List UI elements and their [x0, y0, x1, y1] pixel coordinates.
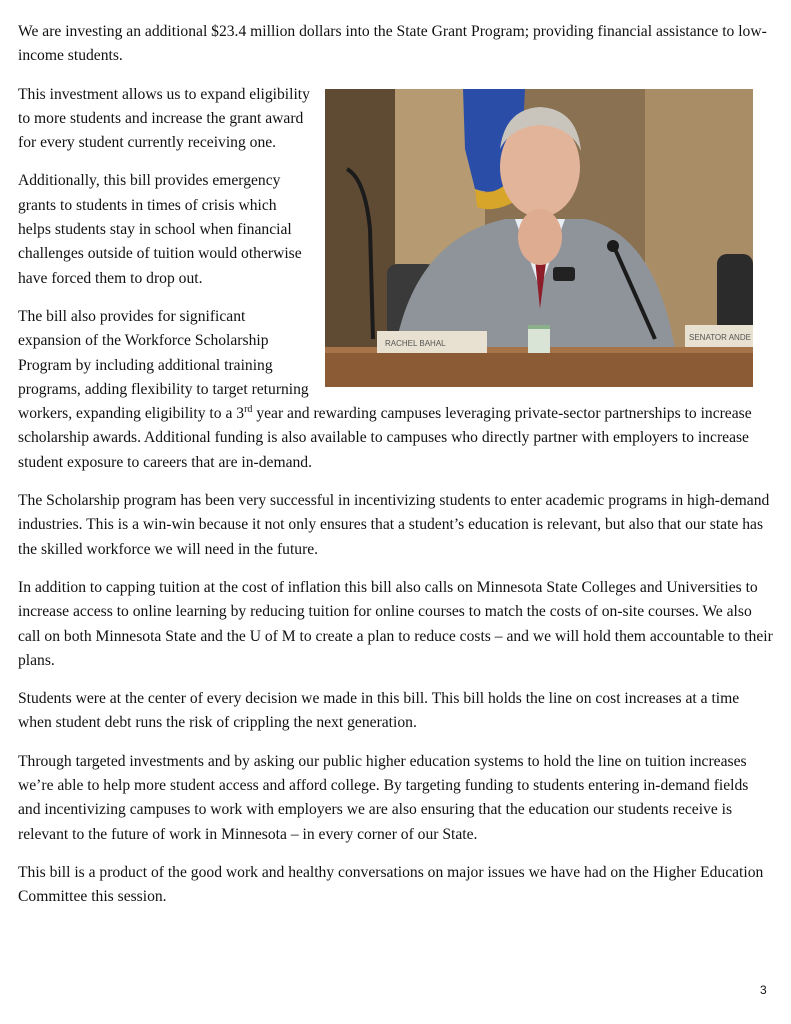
- nameplate-left: RACHEL BAHAL: [385, 338, 446, 348]
- paragraph-targeted-investments: Through targeted investments and by asking our public higher education systems to hold the line on tuition increases we’re able to help more student access and afford college. By targeting funding to students entering in-demand fields and incentivizing campuses to work with employers we are also ensuring that the education our students receive is relevant to the future of work in Minnesota – in every corner of our State.: [18, 752, 749, 843]
- paragraph-committee: This bill is a product of the good work and healthy conversations on major issues we have had on the Higher Education Committee this session.: [18, 863, 764, 906]
- paragraph-investment: This investment allows us to expand eligibility to more students and increase the grant award for every student currently receiving one.: [18, 85, 310, 152]
- workforce-text-a: The bill also provides for significant expansion of the Workforce Scholarship Program by including additional training programs, adding flexibility to target returning workers, expanding eligibility to a 3: [18, 307, 309, 423]
- nameplate-right: SENATOR ANDE: [689, 332, 751, 342]
- ordinal-suffix: rd: [244, 404, 253, 416]
- paragraph-scholarship-success: The Scholarship program has been very successful in incentivizing students to enter academic programs in high-demand industries. This is a win-win because it not only ensures that a student’s education is relevant, but also that our state has the skilled workforce we will need in the future.: [18, 492, 770, 558]
- paragraph-state-grant: We are investing an additional $23.4 million dollars into the State Grant Program; providing financial assistance to low-income students.: [18, 23, 767, 65]
- senator-photo: [325, 89, 753, 387]
- page-number: 3: [760, 983, 767, 997]
- workforce-text-b: year and rewarding campuses leveraging private-sector partnerships to increase scholarship awards. Additional funding is also available to campuses who directly partner with employers to increase student exposure to careers that are in-demand.: [18, 405, 752, 471]
- paragraph-students-center: Students were at the center of every decision we made in this bill. This bill holds the line on cost increases at a time when student debt runs the risk of crippling the next generation.: [18, 690, 740, 732]
- paragraph-tuition-cap: In addition to capping tuition at the cost of inflation this bill also calls on Minnesota State Colleges and Universities to increase access to online learning by reducing tuition for online courses to match the costs of on-site courses. We also call on both Minnesota State and the U of M to create a plan to reduce costs – and we will hold them accountable to their plans.: [18, 578, 773, 669]
- paragraph-emergency-grants: Additionally, this bill provides emergency grants to students in times of crisis which helps students stay in school when financial challenges outside of tuition would otherwise have forced them to drop out.: [18, 172, 302, 287]
